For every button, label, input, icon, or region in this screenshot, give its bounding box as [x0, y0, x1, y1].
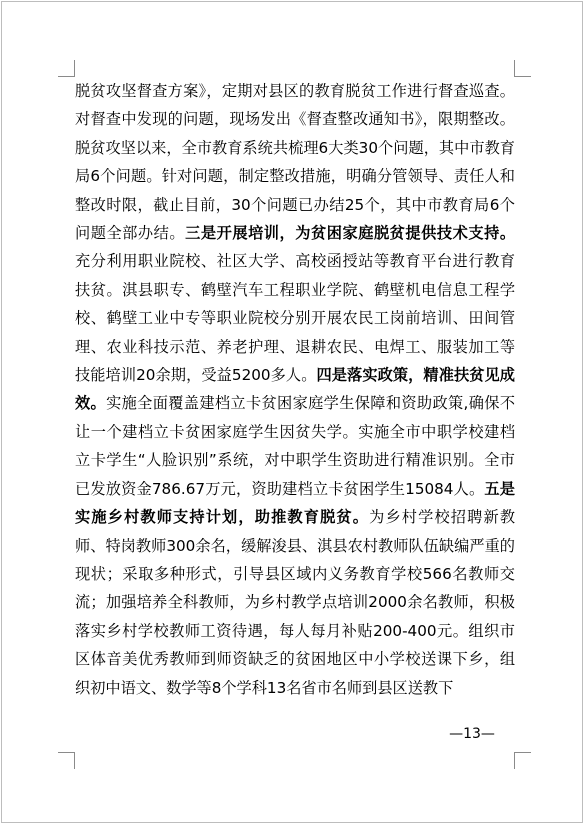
page-number: —13—	[449, 726, 495, 742]
bold-heading-segment: 五是实施乡村教师支持计划，助推教育脱贫。	[75, 479, 515, 527]
bold-heading-segment: 四是落实政策，精准扶贫见成效。	[75, 366, 515, 413]
margin-corner-mark-top-left	[58, 60, 75, 77]
bold-heading-segment: 三是开展培训，为贫困家庭脱贫提供技术支持。	[185, 224, 516, 243]
body-paragraph	[75, 77, 515, 702]
margin-corner-mark-bottom-right	[514, 752, 531, 769]
text-segment: 充分利用职业院校、社区大学、高校函授站等教育平台进行教育扶贫。淇县职专、鹤壁汽车工程职业学院、鹤壁机电信息工程学校、鹤壁工业中专等职业院校分别开展农民工岗前培训、田间管理、农业科技示范、养老护理、退耕农民、电焊工、服装加工等技能培训20余期，受益5200多人。	[75, 252, 515, 385]
margin-corner-mark-bottom-left	[58, 752, 75, 769]
margin-corner-mark-top-right	[514, 60, 531, 77]
text-segment: 脱贫攻坚督查方案》，定期对县区的教育脱贫工作进行督查巡查。对督查中发现的问题，现场发出《督查整改通知书》，限期整改。脱贫攻坚以来，全市教育系统共梳理6大类30个问题，其中市教育局6个问题。针对问题，制定整改措施，明确分管领导、责任人和整改时限，截止目前，30个问题已办结25个，其中市教育局6个问题全部办结。	[75, 82, 515, 243]
document-page	[1, 1, 583, 823]
text-segment: 实施全面覆盖建档立卡贫困家庭学生保障和资助政策,确保不让一个建档立卡贫困家庭学生因贫失学。实施全市中职学校建档立卡学生“人脸识别”系统，对中职学生资助进行精准识别。全市已发放资金786.67万元，资助建档立卡贫困学生15084人。	[75, 394, 516, 498]
text-segment: 为乡村学校招聘新教师、特岗教师300余名，缓解浚县、淇县农村教师队伍缺编严重的现状；采取多种形式，引导县区域内义务教育学校566名教师交流；加强培养全科教师，为乡村教学点培训2000余名教师，积极落实乡村学校教师工资待遇，每人每月补贴200-400元。组织市区体音美优秀教师到师资缺乏的贫困地区中小学校送课下乡，组织初中语文、数学等8个学科13名省市名师到县区送教下	[75, 508, 516, 697]
